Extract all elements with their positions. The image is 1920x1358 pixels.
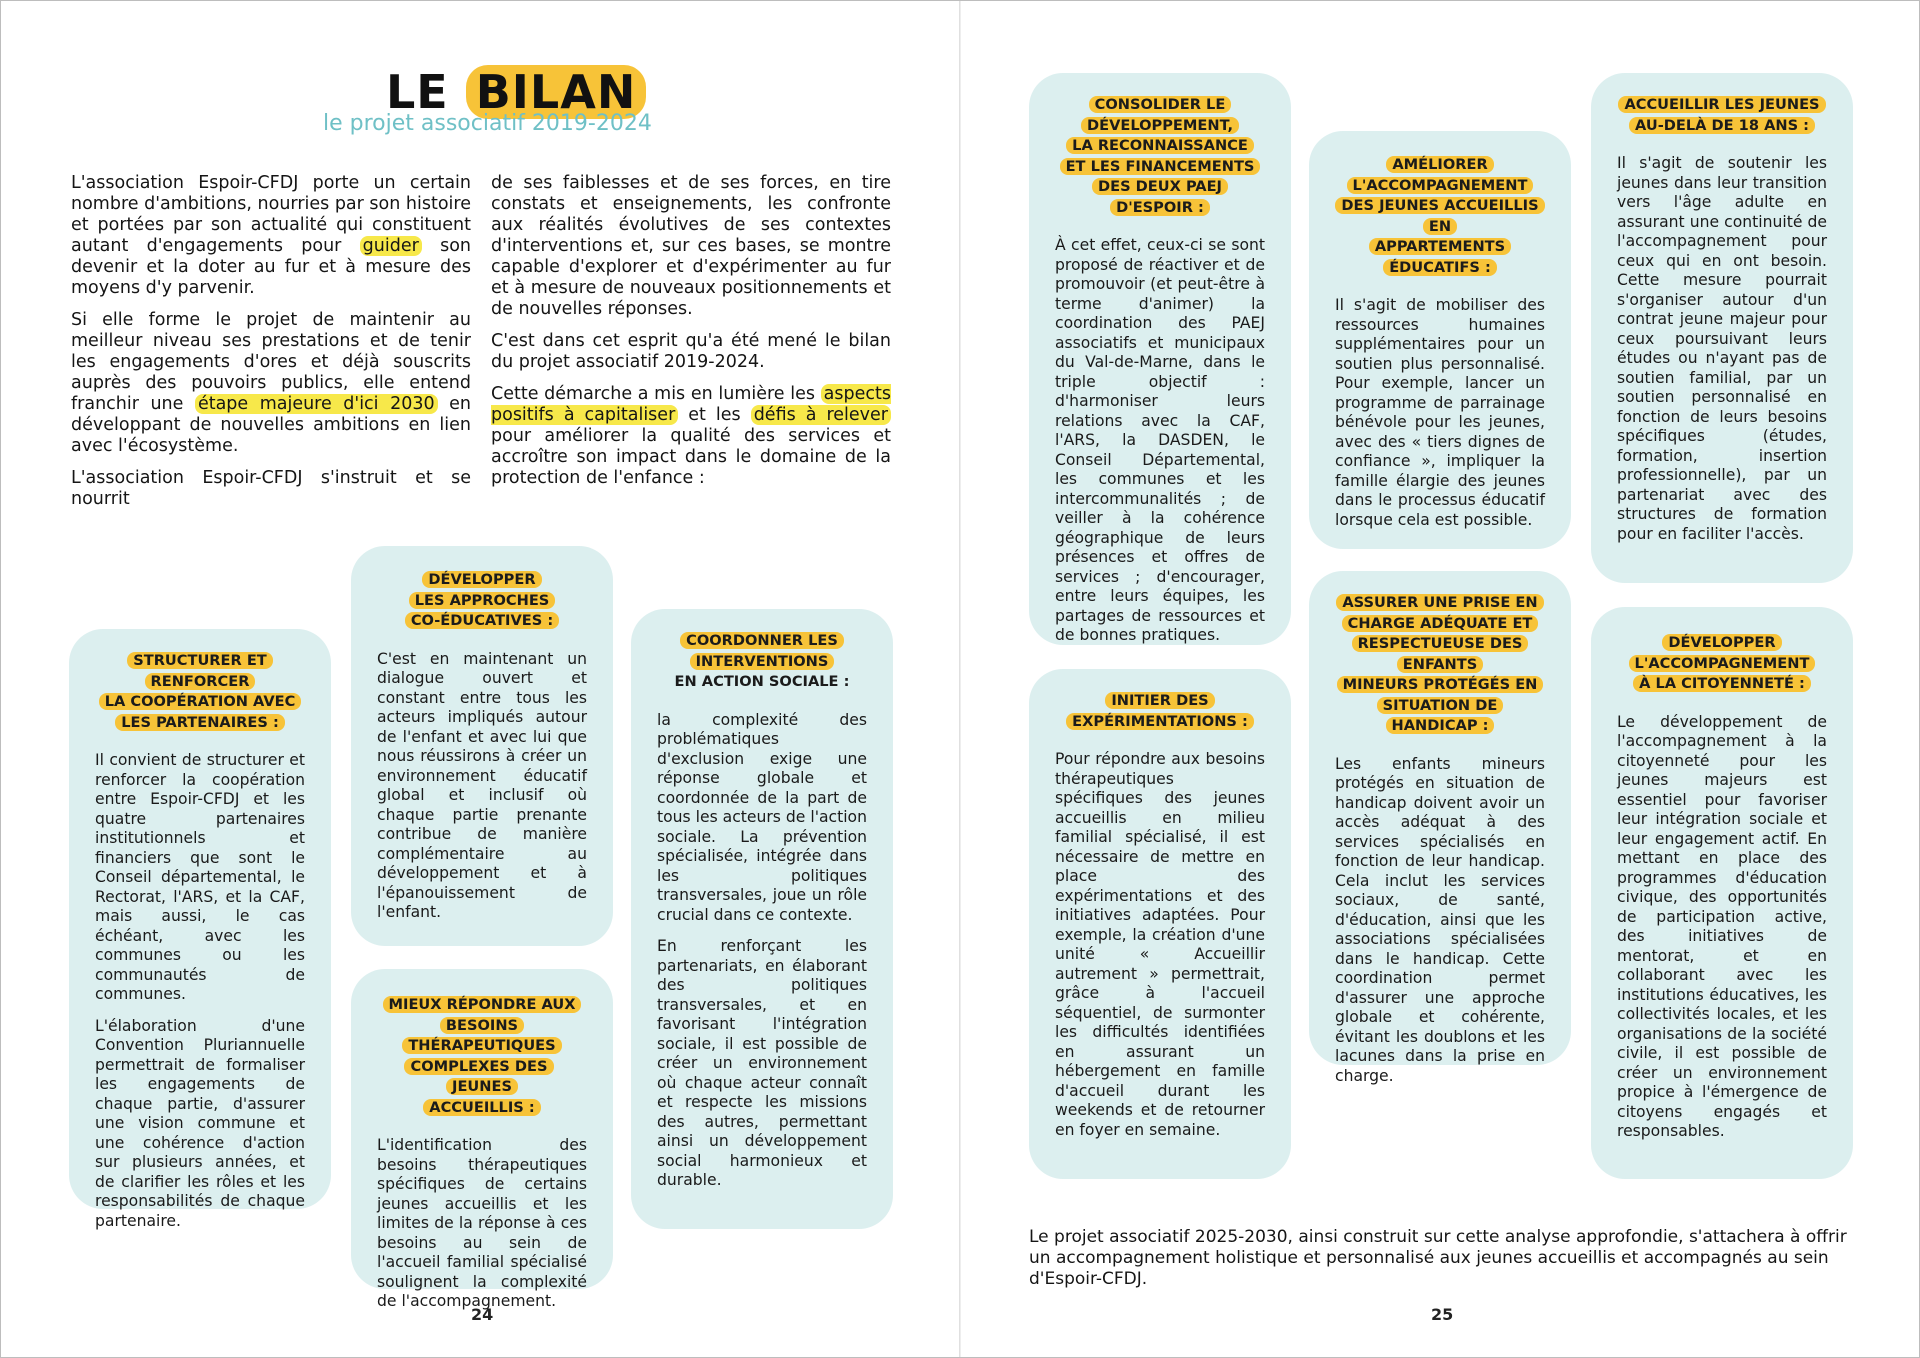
card-body: la complexité des problématiques d'exclusion exige une réponse globale et coordonnée de la part de tous les acteurs de l'action sociale. La prévention spécialisée, intégrée dans les politiques transversales, joue un rôle crucial dans ce contexte. En renforçant les partenariats, en élaborant des politiques transversales, et en favorisant l'intégration sociale, il est possible de créer un environnement où chaque acteur connaît et respecte les missions des autres, permettant ainsi un développement social harmonieux et durable. — [657, 710, 867, 1189]
intro-paragraph: Cette démarche a mis en lumière les aspects positifs à capitaliser et les défis à relever pour améliorer la qualité des services et accroître son impact dans le domaine de la protection de l'enfance : — [491, 384, 891, 488]
intro-paragraph: L'association Espoir-CFDJ s'instruit et se nourrit — [71, 468, 471, 509]
card-assurer-prise-en-charge — [1309, 571, 1571, 1085]
card-coordonner-interventions — [631, 609, 893, 1229]
card-heading: AMÉLIORER L'ACCOMPAGNEMENT DES JEUNES ACCUEILLIS EN APPARTEMENTS ÉDUCATIFS : — [1335, 155, 1545, 278]
card-heading: DÉVELOPPER LES APPROCHES CO-ÉDUCATIVES : — [377, 570, 587, 632]
card-body: C'est en maintenant un dialogue ouvert et constant entre tous les acteurs impliqués autour de l'enfant et avec lui que nous réussirons à créer un environnement éducatif global et inclusif où chaque partie prenante contribue de manière complémentaire au développement et à l'épanouissement de l'enfant. — [377, 649, 587, 921]
intro-paragraph: de ses faiblesses et de ses forces, en tire constats et enseignements, les confronte aux réalités évolutives de ses contextes d'interventions et, sur ces bases, se montre capable d'explorer et d'expérimenter au fur et à mesure de nouveaux positionnements et de nouvelles réponses. — [491, 173, 891, 319]
card-body: Il s'agit de mobiliser des ressources humaines supplémentaires pour un soutien plus personnalisé. Pour exemple, lancer un programme de parrainage bénévole pour les jeunes, avec des « tiers dignes de confiance », impliquer la famille élargie des jeunes dans le processus éducatif lorsque cela est possible. — [1335, 296, 1545, 529]
card-heading: ASSURER UNE PRISE EN CHARGE ADÉQUATE ET RESPECTUEUSE DES ENFANTS MINEURS PROTÉGÉS EN SITUATION DE HANDICAP : — [1335, 593, 1545, 737]
highlight-marker: défis à relever — [751, 405, 891, 425]
card-body: À cet effet, ceux-ci se sont proposé de réactiver et de promouvoir (et peut-être à terme d'animer) la coordination des PAEJ associatifs et municipaux du Val-de-Marne, dans le triple objectif : d'harmoniser leurs relations avec la CAF, l'ARS, la DASDEN, le Conseil Départemental, les communes et les intercommunalités ; de veiller à la cohérence géographique de leurs présences et offres de services ; d'encourager, entre leurs équipes, les partages de ressources et de bonnes pratiques. — [1055, 236, 1265, 644]
card-body: Il convient de structurer et renforcer la coopération entre Espoir-CFDJ et les quatre partenaires institutionnels et financiers que sont le Conseil départemental, le Rectorat, l'ARS, et la CAF, mais aussi, le cas échéant, avec les communes ou les communautés de communes. L'élaboration d'une Convention Pluriannuelle permettrait de formaliser les engagements de chaque partie, d'assurer une vision commune et une cohérence d'action sur plusieurs années, et de clarifier les rôles et les responsabilités de chaque partenaire. — [95, 751, 305, 1230]
card-heading: CONSOLIDER LE DÉVELOPPEMENT, LA RECONNAISSANCE ET LES FINANCEMENTS DES DEUX PAEJ D'ESPOIR : — [1055, 95, 1265, 218]
closing-paragraph: Le projet associatif 2025-2030, ainsi construit sur cette analyse approfondie, s'attachera à offrir un accompagnement holistique et personnalisé aux jeunes accueillis et accompagnés au sein d'Espoir-CFDJ. — [1029, 1227, 1847, 1289]
intro-column-right — [491, 173, 891, 500]
page-25 — [961, 1, 1920, 1357]
highlight-marker: guider — [360, 236, 422, 256]
intro-paragraph: Si elle forme le projet de maintenir au meilleur niveau ses prestations et de tenir les engagements d'ores et déjà souscrits auprès des pouvoirs publics, elle entend franchir une étape majeure d'ici 2030 en développant de nouvelles ambitions en lien avec l'écosystème. — [71, 310, 471, 456]
page-24 — [1, 1, 960, 1357]
intro-paragraph: L'association Espoir-CFDJ porte un certain nombre d'ambitions, nourries par son histoire et portées par son actualité qui constituent autant d'engagements pour guider son devenir et la doter au fur et à mesure des moyens d'y parvenir. — [71, 173, 471, 298]
card-heading: ACCUEILLIR LES JEUNES AU-DELÀ DE 18 ANS : — [1617, 95, 1827, 136]
card-heading: STRUCTURER ET RENFORCER LA COOPÉRATION AVEC LES PARTENAIRES : — [95, 651, 305, 733]
card-heading: MIEUX RÉPONDRE AUX BESOINS THÉRAPEUTIQUES COMPLEXES DES JEUNES ACCUEILLIS : — [377, 995, 587, 1118]
card-consolider-developpement — [1029, 73, 1291, 645]
card-body: Il s'agit de soutenir les jeunes dans leur transition vers l'âge adulte en assurant une continuité de l'accompagnement pour ceux qui en ont besoin. Cette mesure pourrait s'organiser autour d'un contrat jeune majeur pour ceux poursuivant leurs études ou n'ayant pas de soutien familial, par un soutien personnalisé en fonction de leurs besoins spécifiques (études, formation, insertion professionnelle), par un partenariat avec des structures de formation pour en faciliter l'accès. — [1617, 154, 1827, 543]
card-heading: COORDONNER LES INTERVENTIONS EN ACTION SOCIALE : — [674, 632, 850, 690]
card-heading: INITIER DES EXPÉRIMENTATIONS : — [1055, 691, 1265, 732]
card-mieux-repondre — [351, 969, 613, 1310]
card-structurer-cooperation — [69, 629, 331, 1230]
card-body: Le développement de l'accompagnement à la citoyenneté pour les jeunes majeurs est essentiel pour favoriser leur intégration sociale et leur engagement actif. En mettant en place des programmes d'éducation civique, des opportunités de participation active, des initiatives de mentorat, et en collaborant avec les institutions éducatives, les collectivités locales, et les organisations de la société civile, il est possible de créer un environnement propice à l'émergence de citoyens engagés et responsables. — [1617, 712, 1827, 1140]
title-highlight: BILAN — [466, 65, 647, 119]
card-body: L'identification des besoins thérapeutiques spécifiques de certains jeunes accueillis et les limites de la réponse à ces besoins au sein de l'accueil familial spécialisé soulignent la complexité de l'accompagnement. — [377, 1136, 587, 1310]
card-developper-citoyennete — [1591, 607, 1853, 1179]
page-subtitle: le projet associatif 2019-2024 — [323, 111, 652, 136]
card-ameliorer-accompagnement — [1309, 131, 1571, 549]
card-developper-approches — [351, 546, 613, 946]
intro-column-left — [71, 173, 471, 521]
highlight-marker: aspects positifs à capitaliser — [491, 384, 891, 425]
card-accueillir-jeunes — [1591, 73, 1853, 583]
page-title: LE BILAN — [386, 65, 646, 119]
card-body: Les enfants mineurs protégés en situation de handicap doivent avoir un accès adéquat à des services spécialisés en fonction de leur handicap. Cela inclut les services sociaux, de santé, d'éducation, ainsi que les associations spécialisées dans le handicap. Cette coordination permet d'assurer une approche globale et cohérente, évitant les doublons et les lacunes dans la prise en charge. — [1335, 754, 1545, 1085]
card-initier-experimentations — [1029, 669, 1291, 1179]
page-number: 25 — [1431, 1305, 1454, 1324]
card-heading: DÉVELOPPER L'ACCOMPAGNEMENT À LA CITOYENNETÉ : — [1617, 633, 1827, 695]
page-number: 24 — [471, 1305, 494, 1324]
intro-paragraph: C'est dans cet esprit qu'a été mené le bilan du projet associatif 2019-2024. — [491, 331, 891, 372]
highlight-marker: étape majeure d'ici 2030 — [195, 394, 438, 414]
card-body: Pour répondre aux besoins thérapeutiques spécifiques des jeunes accueillis en milieu familial spécialisé, il est nécessaire de mettre en place des expérimentations et des initiatives adaptées. Pour exemple, la création d'une unité « Accueillir autrement » permettrait, grâce à l'accueil séquentiel, de surmonter les difficultés identifiées en assurant un hébergement en famille d'accueil durant les weekends et de retourner en foyer en semaine. — [1055, 750, 1265, 1139]
